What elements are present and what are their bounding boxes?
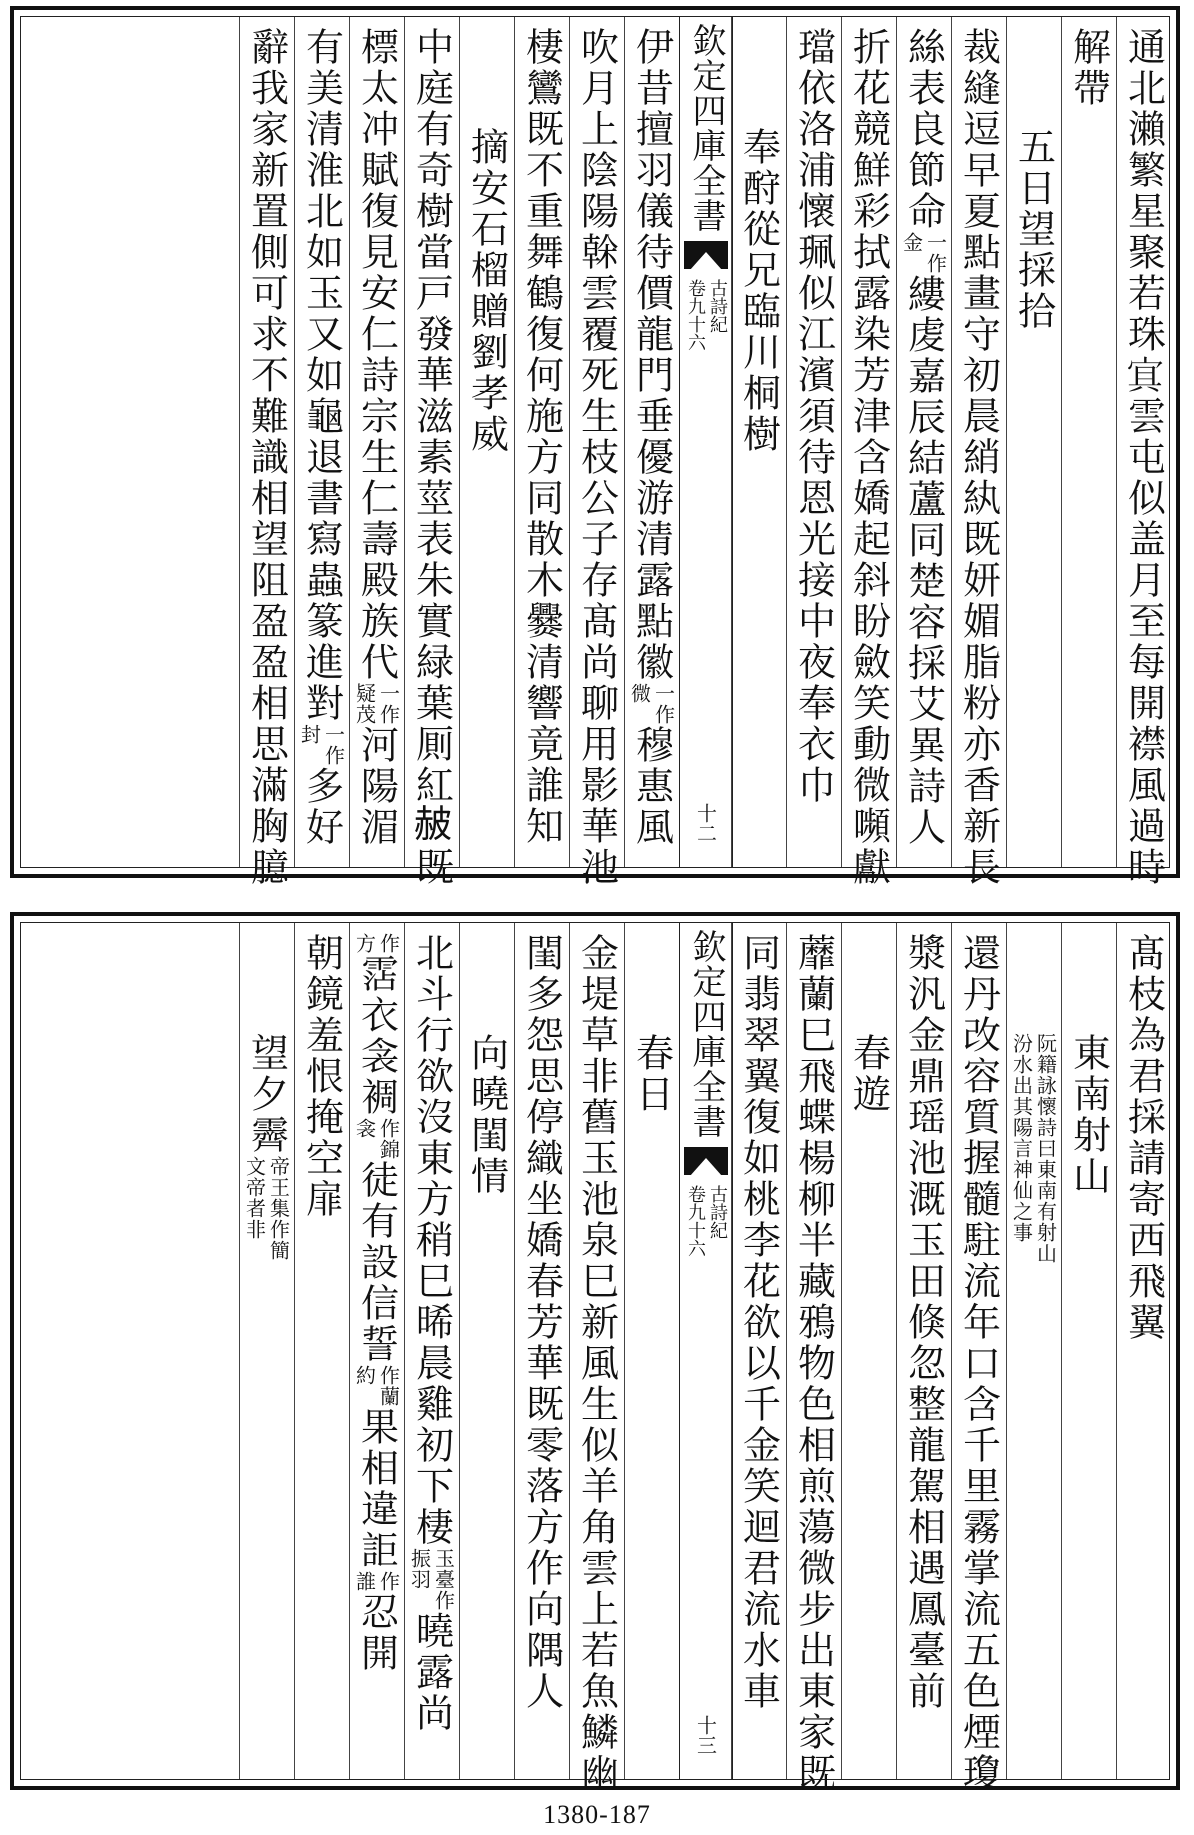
bottom-page-frame	[20, 922, 1170, 1794]
column-text: 同翡翠翼復如桃李花欲以千金笑迴君流水車	[736, 933, 781, 1712]
column-rule	[896, 17, 897, 867]
inline-annotation	[354, 1571, 400, 1592]
column-text: 金堤草非舊玉池泉巳新風生似羊角雲上若魚鱗幽	[574, 933, 619, 1794]
text-column	[624, 17, 679, 867]
column-text: 棲鸞既不重舞鶴復何施方同散木爨清響竟誰知	[519, 27, 564, 847]
text-column	[569, 923, 624, 1794]
text-column	[786, 923, 841, 1794]
spine-volume	[685, 279, 727, 351]
column-rule	[459, 923, 460, 1779]
column-text: 髙枝為君採請寄西飛翼	[1121, 933, 1166, 1343]
text-column	[841, 923, 896, 1779]
inline-annotation	[1011, 1033, 1057, 1264]
annotation-text: 帝王集作簡	[266, 1156, 291, 1261]
text-column	[624, 923, 679, 1779]
text-column	[731, 923, 786, 1779]
annotation-text: 一作	[321, 724, 346, 766]
text-column	[294, 17, 349, 867]
column-rule	[349, 17, 350, 867]
column-rule	[624, 923, 625, 1779]
annotation-text: 誰	[352, 1571, 377, 1592]
column-text: 標太冲賦復見安仁詩宗生仁壽殿族代	[354, 27, 399, 683]
column-rule	[239, 923, 240, 1779]
annotation-text: 作	[376, 1571, 401, 1592]
column-text: 忍開	[354, 1592, 399, 1674]
spine-page-number: 十三	[693, 1715, 718, 1755]
annotation-text: 汾水出其陽言神仙之事	[1009, 1033, 1034, 1243]
column-text: 朝鏡羞恨掩空扉	[299, 933, 344, 1220]
text-column	[239, 923, 294, 1779]
column-text: 吹月上陰陽榦雲覆死生枝公子存髙尚聊用影華池	[574, 27, 619, 888]
column-rule	[624, 17, 625, 867]
text-column	[786, 17, 841, 867]
column-text: 解帶	[1066, 27, 1111, 109]
column-rule	[1006, 17, 1007, 867]
column-rule	[786, 923, 787, 1779]
annotation-text: 作錦	[376, 1118, 401, 1160]
text-column	[514, 17, 569, 867]
text-column	[1116, 17, 1171, 888]
annotation-text: 一作	[376, 683, 401, 725]
text-column	[294, 923, 349, 1779]
bottom-page-panel	[10, 912, 1180, 1794]
column-text: 璫依洛浦懷珮似江濱須待恩光接中夜奉衣巾	[791, 27, 836, 806]
column-text: 有美清淮北如玉又如龜退書寫蟲篆進對	[299, 27, 344, 724]
column-rule	[1006, 923, 1007, 1779]
text-column	[1116, 923, 1171, 1779]
column-text: 絲表良節命	[901, 27, 946, 232]
text-column	[459, 923, 514, 1779]
column-text: 多好	[299, 766, 344, 848]
book-spine	[679, 923, 733, 1779]
annotation-text: 衾	[352, 1118, 377, 1139]
column-text: 漿汎金鼎瑶池溉玉田倏忽整龍駕相遇鳳臺前	[901, 933, 946, 1712]
spine-page-number: 十二	[693, 803, 718, 843]
column-text: 辭我家新置側可求不難識相望阻盈盈相思滿胸臆	[244, 27, 289, 888]
column-text: 五日望採拾	[1011, 127, 1056, 332]
inline-annotation	[244, 1156, 290, 1261]
top-page-frame	[20, 16, 1170, 888]
annotation-text: 振羽	[407, 1548, 432, 1590]
annotation-text: 封	[297, 724, 322, 745]
text-column	[1006, 923, 1061, 1779]
text-column	[951, 923, 1006, 1794]
column-rule	[1116, 17, 1117, 867]
text-column	[569, 17, 624, 888]
column-rule	[951, 923, 952, 1779]
column-text: 望夕霽	[244, 1033, 289, 1156]
column-rule	[896, 923, 897, 1779]
column-text: 春遊	[846, 1033, 891, 1115]
column-text: 還丹改容質握髓駐流年口含千里霧掌流五色煙瓊	[956, 933, 1001, 1794]
column-rule	[841, 923, 842, 1779]
column-rule	[459, 17, 460, 867]
text-column	[1006, 17, 1061, 867]
column-text: 摘安石榴贈劉孝威	[464, 127, 509, 455]
annotation-text: 文帝者非	[242, 1156, 267, 1240]
inline-annotation	[629, 683, 675, 725]
annotation-text: 阮籍詠懷詩曰東南有射山	[1033, 1033, 1058, 1264]
column-text: 東南射山	[1066, 1033, 1111, 1197]
text-column	[459, 17, 514, 867]
column-rule	[514, 17, 515, 867]
annotation-text: 一作	[651, 683, 676, 725]
column-text: 北斗行欲沒東方稍巳晞晨雞初下棲	[409, 933, 454, 1548]
column-text: 霑衣衾裯	[354, 954, 399, 1118]
column-rule	[349, 923, 350, 1779]
annotation-text: 微	[627, 683, 652, 704]
annotation-text: 金	[899, 232, 924, 253]
text-column	[514, 923, 569, 1779]
column-text: 徒有設信誓	[354, 1160, 399, 1365]
column-rule	[294, 17, 295, 867]
column-text: 裁縫逗早夏點畫守初晨綃紈既妍媚脂粉亦香新長	[956, 27, 1001, 888]
top-page-panel	[10, 6, 1180, 888]
text-column	[951, 17, 1006, 888]
annotation-text: 一作	[923, 232, 948, 274]
annotation-text: 疑茂	[352, 683, 377, 725]
spine-volume-text: 卷九十六	[685, 279, 706, 351]
column-rule	[1061, 17, 1062, 867]
column-text: 曉露尚	[409, 1611, 454, 1734]
spine-title: 欽定四庫全書	[686, 929, 726, 1139]
column-text: 果相違詎	[354, 1407, 399, 1571]
column-text: 縷䖍嘉辰結蘆同楚容採艾異詩人	[901, 274, 946, 848]
text-column	[896, 17, 951, 867]
column-text: 通北瀨繁星聚若珠𡨋雲屯似盖月至每開襟風過時	[1121, 27, 1166, 888]
inline-annotation	[409, 1548, 455, 1611]
book-spine	[679, 17, 733, 867]
text-column	[349, 17, 404, 867]
annotation-text: 方	[352, 933, 377, 954]
column-text: 中庭有奇樹當戸發華滋素莖表朱實緑葉厠紅𧹞既	[409, 27, 454, 888]
fishtail-mark	[684, 1147, 728, 1175]
fishtail-mark	[684, 241, 728, 269]
text-column	[1061, 17, 1116, 867]
text-column	[404, 923, 459, 1779]
spine-volume-text: 卷九十六	[685, 1185, 706, 1257]
column-rule	[841, 17, 842, 867]
inline-annotation	[354, 933, 400, 954]
column-text: 向曉閨情	[464, 1033, 509, 1197]
page-footer-number: 1380-187	[543, 1800, 651, 1829]
inline-annotation	[901, 232, 947, 274]
column-text: 河陽湄	[354, 725, 399, 848]
spine-volume-text: 古詩紀	[707, 279, 728, 333]
column-text: 穆惠風	[629, 725, 674, 848]
column-rule	[514, 923, 515, 1779]
column-rule	[404, 17, 405, 867]
column-rule	[569, 923, 570, 1779]
column-text: 伊昔擅羽儀待價龍門垂優游清露點徽	[629, 27, 674, 683]
column-text: 奉酧從兄臨川桐樹	[736, 127, 781, 455]
text-column	[404, 17, 459, 888]
column-rule	[1061, 923, 1062, 1779]
inline-annotation	[299, 724, 345, 766]
column-text: 春日	[629, 1033, 674, 1115]
inline-annotation	[354, 1118, 400, 1160]
text-column	[731, 17, 786, 867]
spine-title: 欽定四庫全書	[686, 23, 726, 233]
column-rule	[294, 923, 295, 1779]
spine-volume	[685, 1185, 727, 1257]
column-text: 閨多怨思停織坐嬌春芳華既零落方作向隅人	[519, 933, 564, 1712]
inline-annotation	[354, 683, 400, 725]
column-text: 折花競鮮彩拭露染芳津含嬌起斜盼斂笑動微嚬獻	[846, 27, 891, 888]
column-rule	[404, 923, 405, 1779]
annotation-text: 作	[376, 933, 401, 954]
column-text: 蘼蘭巳飛蝶楊柳半藏鴉物色相煎蕩微步出東家既	[791, 933, 836, 1794]
column-rule	[1116, 923, 1117, 1779]
text-column	[349, 923, 404, 1779]
column-rule	[786, 17, 787, 867]
text-column	[239, 17, 294, 888]
column-rule	[239, 17, 240, 867]
column-rule	[951, 17, 952, 867]
column-rule	[569, 17, 570, 867]
text-column	[841, 17, 896, 888]
annotation-text: 約	[352, 1365, 377, 1386]
inline-annotation	[354, 1365, 400, 1407]
spine-volume-text: 古詩紀	[707, 1185, 728, 1239]
annotation-text: 作蘭	[376, 1365, 401, 1407]
text-column	[1061, 923, 1116, 1779]
annotation-text: 玉臺作	[431, 1548, 456, 1611]
text-column	[896, 923, 951, 1779]
